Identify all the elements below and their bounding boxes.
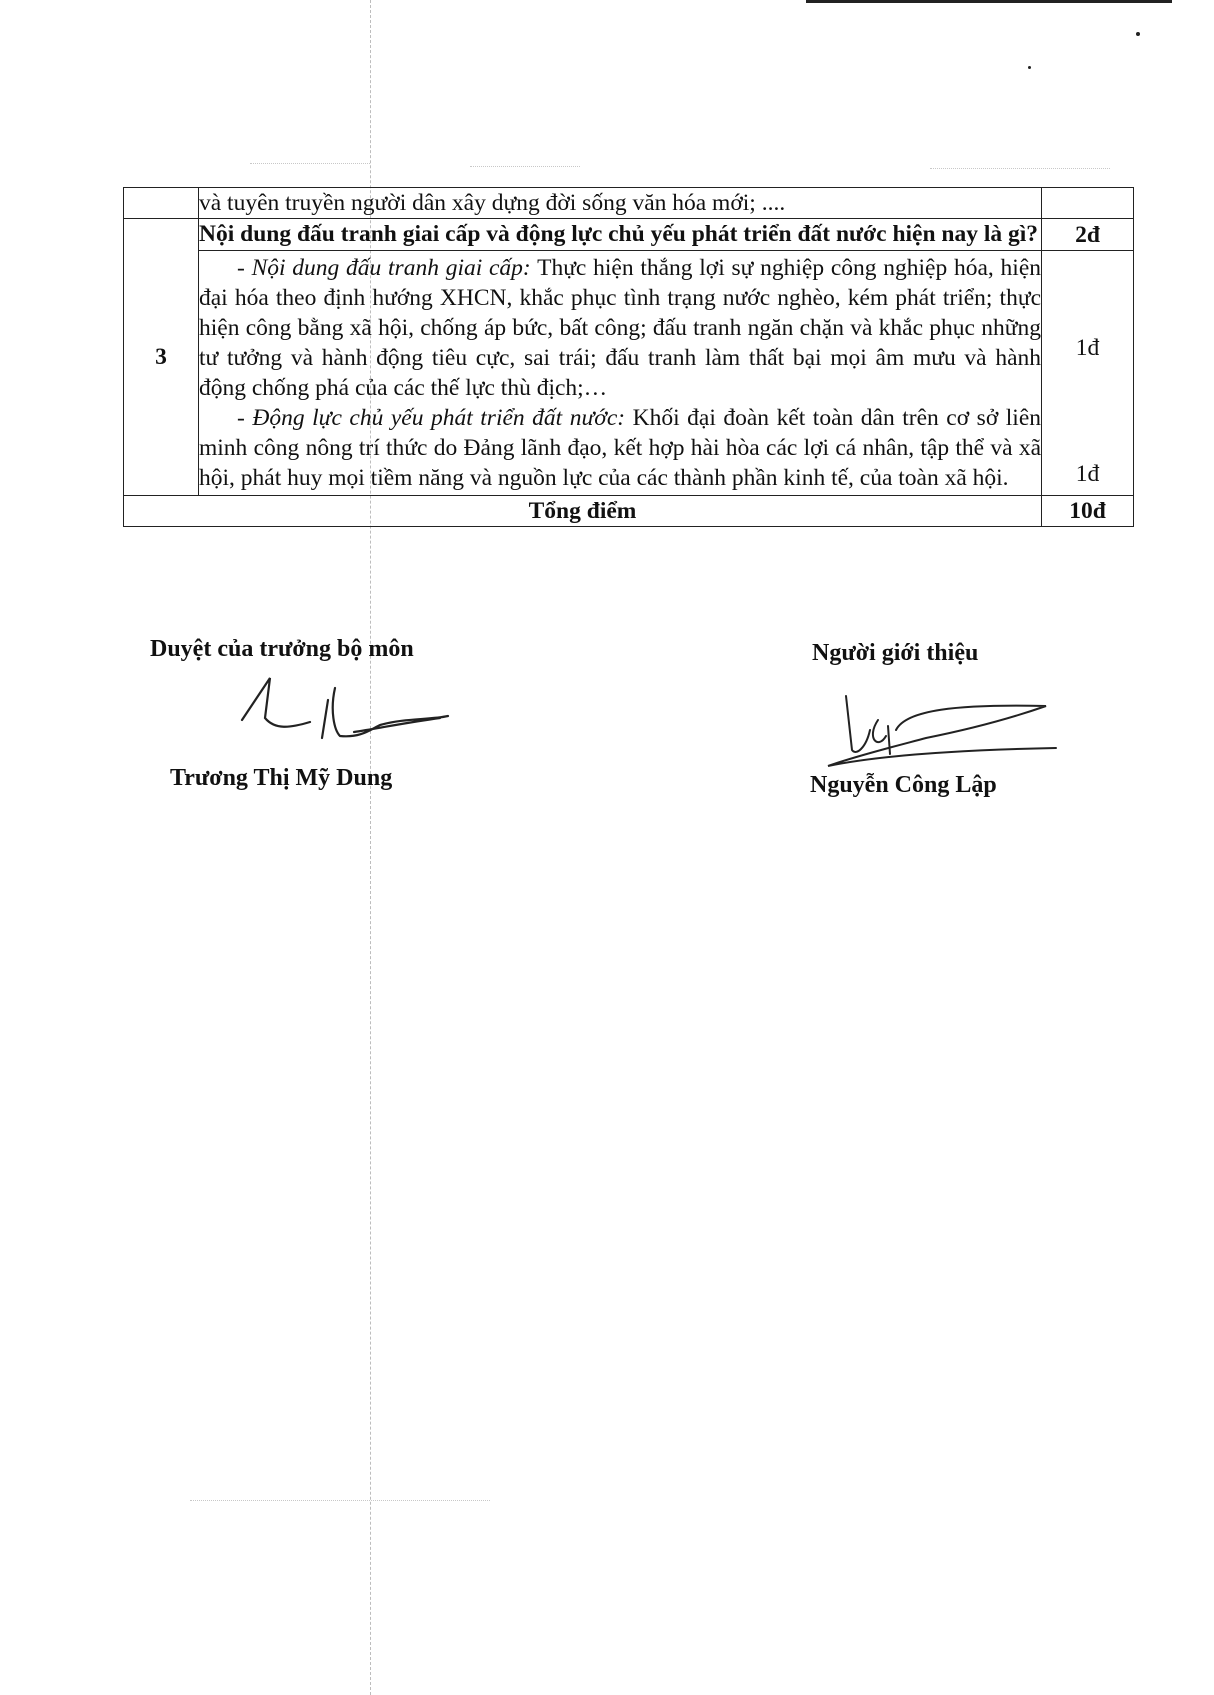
- answer-heading: Động lực chủ yếu phát triển đất nước:: [252, 405, 626, 431]
- presenter-name: Nguyễn Công Lập: [810, 772, 997, 798]
- total-points: 10đ: [1042, 496, 1134, 527]
- question-points: 2đ: [1042, 219, 1134, 251]
- scan-speck: [1136, 32, 1140, 36]
- presenter-signature: [806, 690, 1066, 780]
- answer-block: [199, 251, 1042, 496]
- question-number: 3: [124, 219, 199, 496]
- table-row: [124, 188, 1134, 219]
- scan-noise: [190, 1500, 490, 1501]
- answer-dash: -: [237, 405, 253, 431]
- answer-points-cell: [1042, 251, 1134, 496]
- approver-title: Duyệt của trưởng bộ môn: [150, 636, 414, 662]
- table-row: [124, 219, 1134, 251]
- top-edge-line: [806, 0, 1172, 3]
- answer-item: [199, 403, 1041, 493]
- scan-noise: [930, 168, 1110, 169]
- answer-item: [199, 253, 1041, 403]
- answer-heading: Nội dung đấu tranh giai cấp:: [251, 255, 531, 281]
- scan-speck: [1028, 66, 1031, 69]
- answer-table: [123, 187, 1134, 527]
- answer-points: 1đ: [1075, 335, 1100, 361]
- presenter-title: Người giới thiệu: [812, 640, 979, 666]
- approver-signature: [230, 670, 460, 750]
- scan-noise: [250, 163, 370, 164]
- answer-points: 1đ: [1075, 461, 1100, 487]
- previous-row-text: và tuyên truyền người dân xây dựng đời sống văn hóa mới; ....: [199, 188, 1042, 219]
- answer-body: Khối đại đoàn kết toàn dân trên cơ sở liên minh công nông trí thức do Đảng lãnh đạo, kết hợp hài hòa các lợi cá nhân, tập thể và xã hội, phát huy mọi tiềm năng và nguồn lực của các thành phần kinh tế, của toàn xã hội.: [199, 405, 1042, 491]
- answer-dash: -: [237, 255, 252, 281]
- approver-name: Trương Thị Mỹ Dung: [170, 765, 393, 791]
- answer-body: Thực hiện thắng lợi sự nghiệp công nghiệp hóa, hiện đại hóa theo định hướng XHCN, khắc phục tình trạng nước nghèo, kém phát triển; thực hiện công bằng xã hội, chống áp bức, bất công; đấu tranh ngăn chặn và khắc phục những tư tưởng và hành động tiêu cực, sai trái; đấu tranh làm thất bại mọi âm mưu và hành động chống phá của các thế lực thù địch;…: [199, 255, 1041, 401]
- table-row: [124, 251, 1134, 496]
- question-title: Nội dung đấu tranh giai cấp và động lực chủ yếu phát triển đất nước hiện nay là gì?: [199, 219, 1042, 251]
- total-label: Tổng điểm: [124, 496, 1042, 527]
- scan-noise: [470, 166, 580, 167]
- table-row: [124, 496, 1134, 527]
